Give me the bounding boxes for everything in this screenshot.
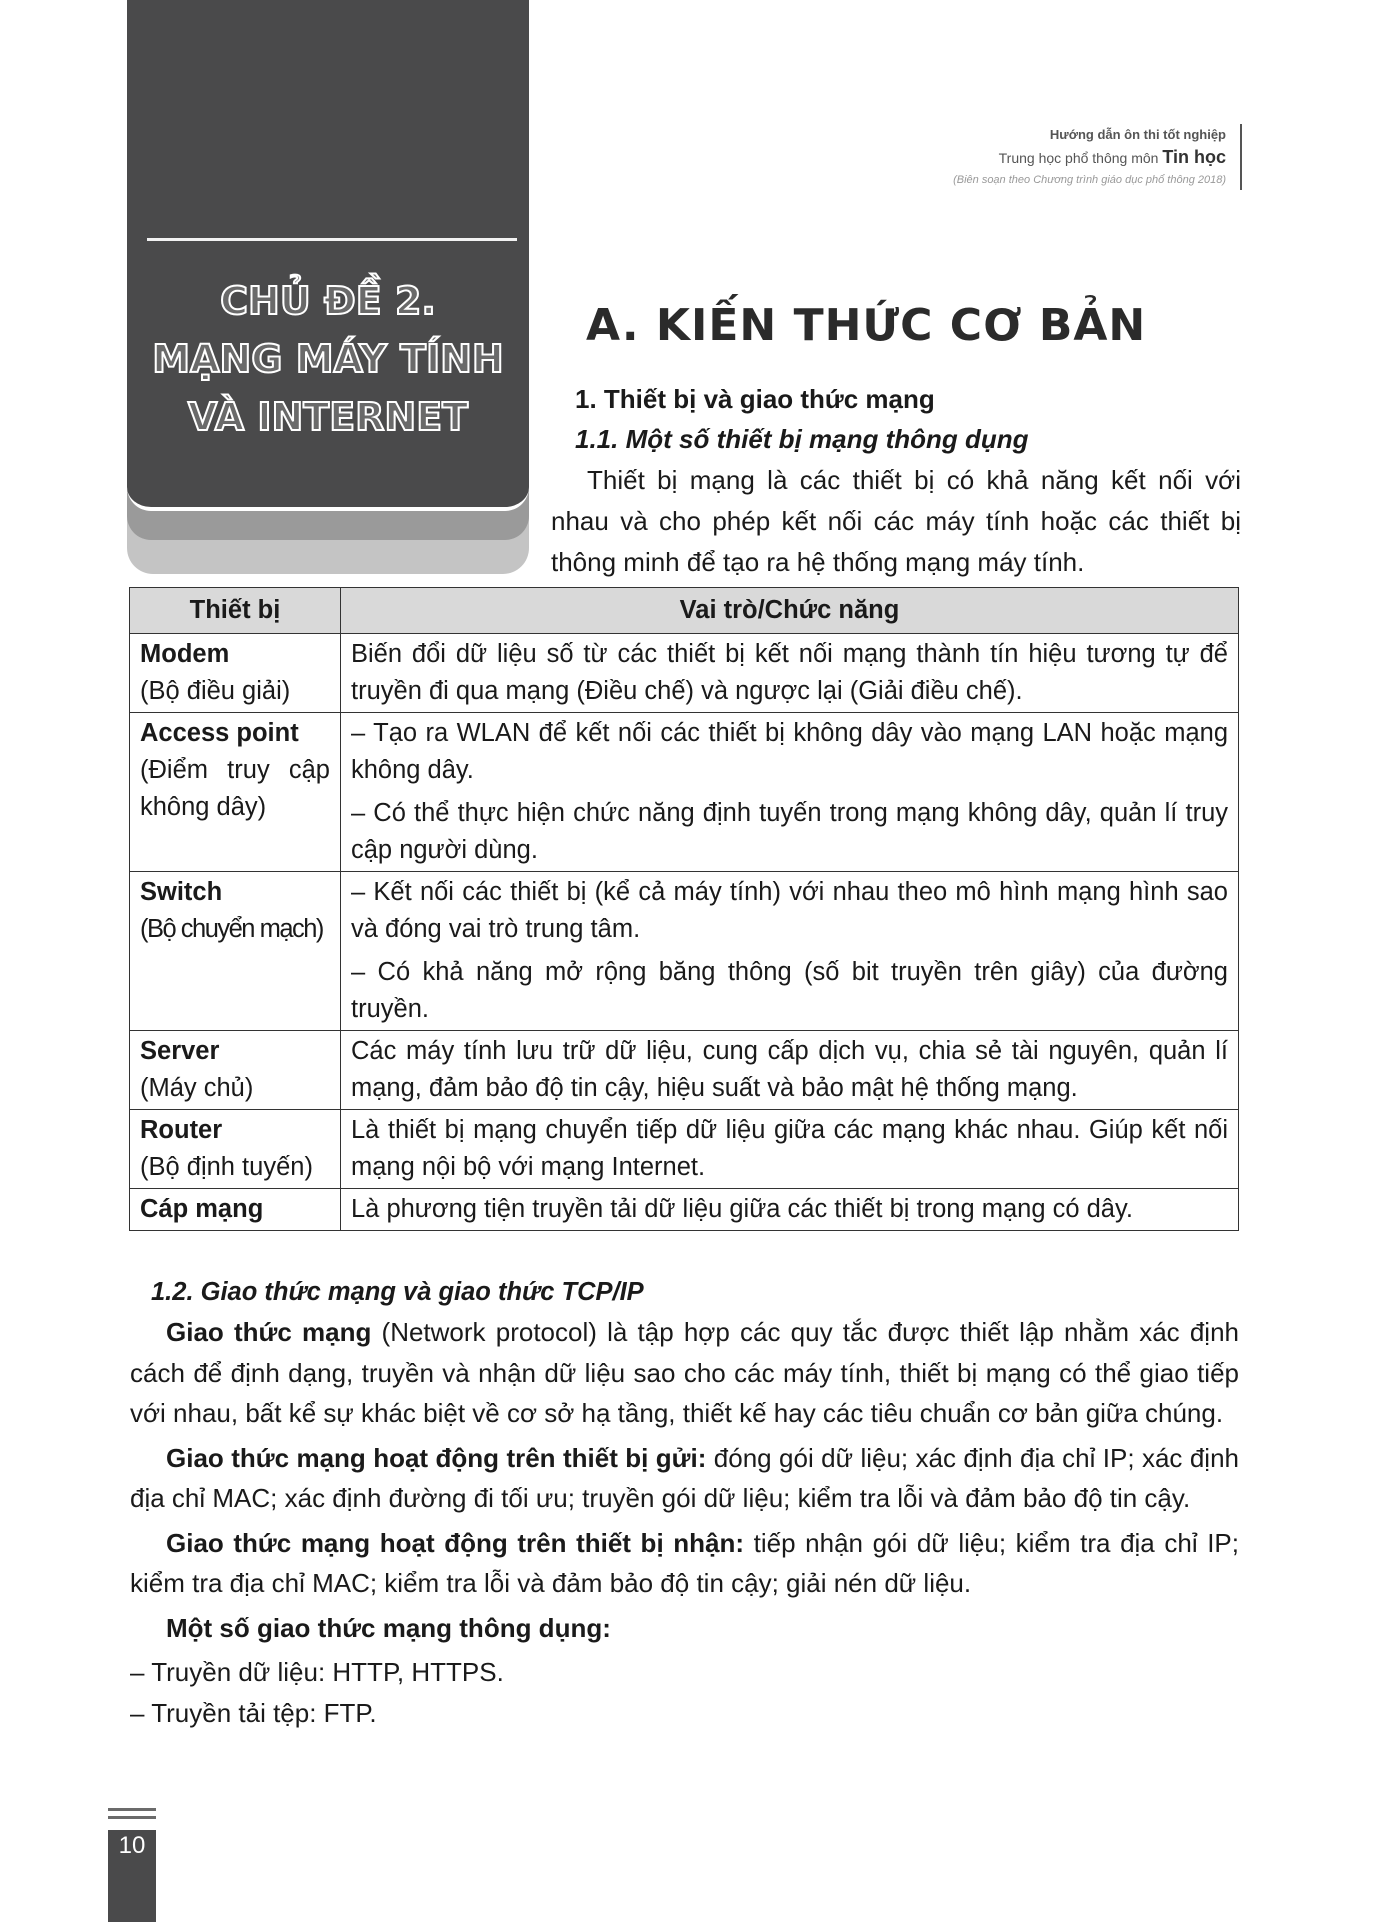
running-header-line2: [953, 146, 1226, 169]
page-number: 10: [108, 1830, 156, 1922]
section-title: A. KIẾN THỨC CƠ BẢN: [586, 300, 1147, 351]
device-name: Modem: [140, 640, 230, 668]
table-row: [130, 872, 1239, 1031]
table-row: [130, 634, 1239, 713]
table-header-device: Thiết bị: [130, 588, 341, 634]
role-text: Biến đổi dữ liệu số từ các thiết bị kết nối mạng thành tín hiệu tương tự để truyền đi qua mạng (Điều chế) và ngược lại (Giải điều chế).: [351, 640, 1228, 705]
paragraph-common-protocols: [130, 1608, 1239, 1649]
paragraph-bold: Giao thức mạng hoạt động trên thiết bị gửi:: [166, 1442, 707, 1473]
device-subname: (Máy chủ): [140, 1074, 254, 1102]
paragraph-bold: Một số giao thức mạng thông dụng:: [166, 1612, 611, 1643]
paragraph-bold: Giao thức mạng hoạt động trên thiết bị nhận:: [166, 1527, 745, 1558]
role-cell: [341, 634, 1239, 713]
role-text: – Có thể thực hiện chức năng định tuyến trong mạng không dây, quản lí truy cập người dùng.: [351, 799, 1228, 864]
role-text: – Tạo ra WLAN để kết nối các thiết bị không dây vào mạng LAN hoặc mạng không dây.: [351, 719, 1228, 784]
chapter-title-line3: VÀ INTERNET: [187, 395, 469, 439]
page-number-lines: [108, 1808, 156, 1824]
table-row: [130, 713, 1239, 872]
intro-paragraph: [551, 460, 1241, 583]
paragraph-protocol: [130, 1312, 1239, 1434]
table-header-row: [130, 588, 1239, 634]
device-cell: [130, 1189, 341, 1231]
heading-1: 1. Thiết bị và giao thức mạng: [575, 384, 935, 414]
paragraph-text: đóng gói dữ liệu; xác định địa chỉ IP; xác định địa chỉ MAC; xác định đường đi tối ưu; truyền gói dữ liệu; kiểm tra lỗi và đảm bảo độ tin cậy.: [130, 1442, 1240, 1513]
device-subname: (Bộ định tuyến): [140, 1153, 313, 1181]
device-cell: [130, 1110, 341, 1189]
device-cell: [130, 1031, 341, 1110]
paragraph-receiver: [130, 1523, 1239, 1604]
list-item: – Truyền dữ liệu: HTTP, HTTPS.: [130, 1657, 504, 1687]
device-name: Cáp mạng: [140, 1195, 264, 1223]
heading-1-1: 1.1. Một số thiết bị mạng thông dụng: [575, 424, 1029, 454]
role-cell: [341, 1189, 1239, 1231]
device-subname: (Bộ chuyển mạch): [140, 915, 323, 943]
table-row: [130, 1031, 1239, 1110]
heading-1-2: 1.2. Giao thức mạng và giao thức TCP/IP: [151, 1278, 644, 1306]
list-item: – Truyền tải tệp: FTP.: [130, 1697, 377, 1728]
device-name: Router: [140, 1116, 223, 1144]
running-header-subject: Tin học: [1162, 147, 1226, 167]
role-text: – Có khả năng mở rộng băng thông (số bit truyền trên giây) của đường truyền.: [351, 958, 1228, 1023]
running-header-bar: [1240, 124, 1242, 190]
paragraph-bold: Giao thức mạng: [166, 1317, 372, 1347]
running-header-prefix: Trung học phổ thông môn: [998, 150, 1159, 166]
role-cell: [341, 1110, 1239, 1189]
role-text: Các máy tính lưu trữ dữ liệu, cung cấp dịch vụ, chia sẻ tài nguyên, quản lí mạng, đảm bảo độ tin cậy, hiệu suất và bảo mật hệ thống mạng.: [351, 1037, 1228, 1102]
device-cell: [130, 634, 341, 713]
body-text: [130, 1312, 1239, 1733]
chapter-title-line2: MẠNG MÁY TÍNH: [152, 337, 504, 381]
device-name: Access point: [140, 719, 299, 747]
role-text: Là thiết bị mạng chuyển tiếp dữ liệu giữa các mạng khác nhau. Giúp kết nối mạng nội bộ với mạng Internet.: [351, 1116, 1228, 1181]
chapter-title: [127, 272, 529, 446]
role-cell: [341, 713, 1239, 872]
device-name: Server: [140, 1037, 220, 1065]
device-cell: [130, 713, 341, 872]
chapter-title-line1: CHỦ ĐỀ 2.: [220, 279, 436, 323]
devices-table: [129, 587, 1239, 1231]
running-header-line3: (Biên soạn theo Chương trình giáo dục phổ thông 2018): [953, 174, 1226, 186]
table-header-role: Vai trò/Chức năng: [341, 588, 1239, 634]
paragraph-text: tiếp nhận gói dữ liệu; kiểm tra địa chỉ IP; kiểm tra địa chỉ MAC; kiểm tra lỗi và đảm bảo độ tin cậy; giải nén dữ liệu.: [130, 1527, 1239, 1598]
role-cell: [341, 1031, 1239, 1110]
running-header: [953, 124, 1236, 191]
banner-rule: [147, 238, 517, 241]
intro-text: Thiết bị mạng là các thiết bị có khả năng kết nối với nhau và cho phép kết nối các máy tính hoặc các thiết bị thông minh để tạo ra hệ thống mạng máy tính.: [551, 465, 1241, 577]
device-cell: [130, 872, 341, 1031]
table-row: [130, 1189, 1239, 1231]
paragraph-text: (Network protocol) là tập hợp các quy tắc được thiết lập nhằm xác định cách để định dạng, truyền và nhận dữ liệu sao cho các máy tính, thiết bị mạng có thể giao tiếp với nhau, bất kể sự khác biệt về cơ sở hạ tầng, thiết kế hay các tiêu chuẩn cơ bản giữa chúng.: [130, 1317, 1240, 1428]
table-row: [130, 1110, 1239, 1189]
role-cell: [341, 872, 1239, 1031]
device-name: Switch: [140, 878, 223, 906]
role-text: Là phương tiện truyền tải dữ liệu giữa các thiết bị trong mạng có dây.: [351, 1195, 1133, 1223]
role-text: – Kết nối các thiết bị (kể cả máy tính) với nhau theo mô hình mạng hình sao và đóng vai trò trung tâm.: [351, 878, 1228, 943]
device-subname: (Điểm truy cập không dây): [140, 756, 330, 821]
device-subname: (Bộ điều giải): [140, 677, 291, 705]
paragraph-sender: [130, 1438, 1239, 1519]
running-header-line1: Hướng dẫn ôn thi tốt nghiệp: [1049, 127, 1226, 142]
